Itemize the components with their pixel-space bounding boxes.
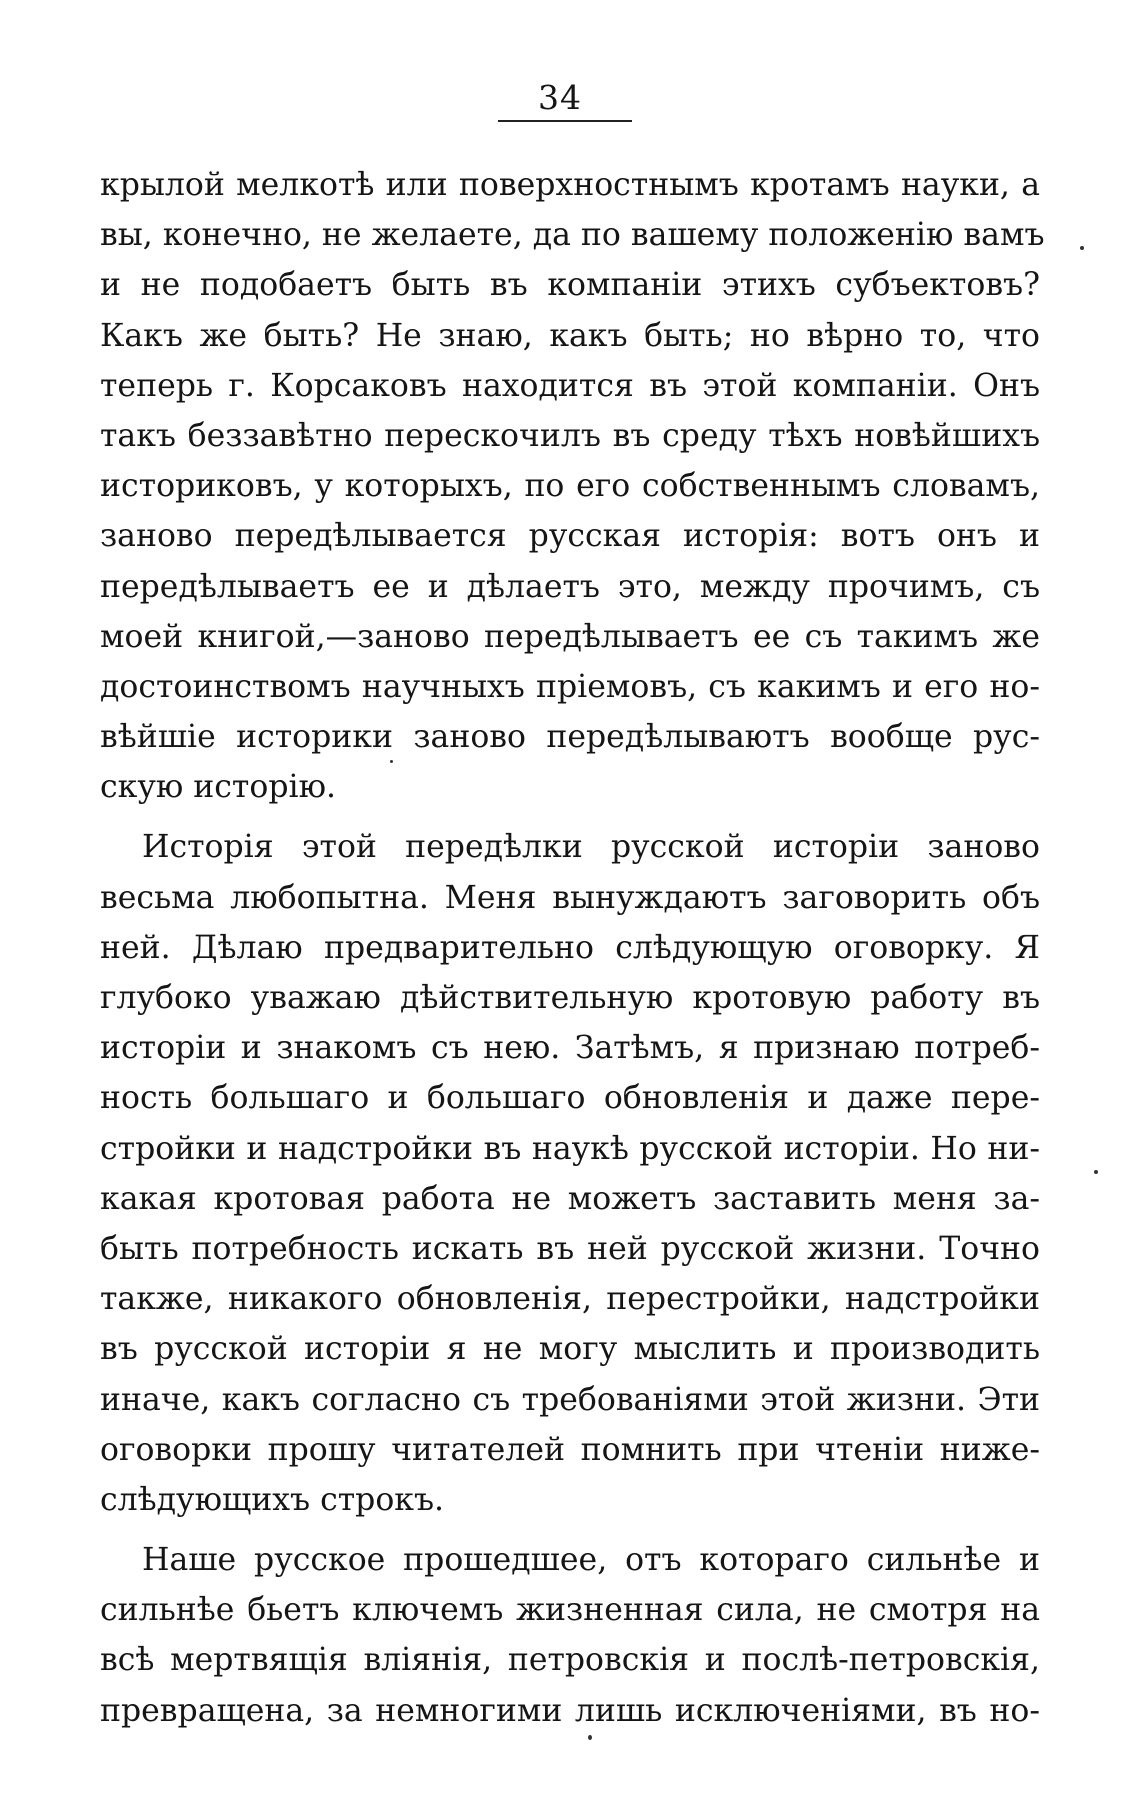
paragraph-1 [100,160,1045,812]
text-line: исторіи и знакомъ съ нею. Затѣмъ, я признаю потреб- [100,1030,1040,1067]
text-line: крылой мелкотѣ или поверхностнымъ кротамъ науки, а [100,167,1040,203]
text-line: передѣлываетъ ее и дѣлаетъ это, между прочимъ, съ [100,568,1040,605]
scan-speck [1094,1170,1098,1174]
text-line: быть потребность искать въ ней русской жизни. Точно [100,1230,1040,1267]
text-line: превращена, за немногими лишь исключеніями, въ но- [100,1692,1040,1729]
paragraph-gap [100,1525,1040,1535]
text-line: Исторія этой передѣлки русской исторіи заново [142,829,1040,866]
paragraph-3 [100,1535,1040,1736]
text-line: достоинствомъ научныхъ пріемовъ, съ какимъ и его но- [100,668,1040,705]
text-line: также, никакого обновленія, перестройки, надстройки [100,1281,1040,1318]
text-line: весьма любопытна. Меня вынуждаютъ заговорить объ [100,879,1040,916]
text-line: иначе, какъ согласно съ требованіями этой жизни. Эти [100,1381,1040,1418]
scan-speck [1080,246,1084,250]
paragraph-gap [100,812,1040,822]
text-line: оговорки прошу читателей помнить при чтеніи ниже- [100,1431,1040,1468]
scan-speck [390,760,393,763]
text-line: ность большаго и большаго обновленія и даже пере- [100,1080,1040,1117]
text-line: скую исторію. [100,769,337,806]
text-line: моей книгой,—заново передѣлываетъ ее съ такимъ же [100,618,1040,655]
text-line: вѣйшіе историки заново передѣлываютъ вообще рус- [100,719,1040,756]
text-line: заново передѣлывается русская исторія: вотъ онъ и [100,518,1040,555]
text-line: въ русской исторіи я не могу мыслить и производить [100,1331,1040,1368]
text-line: всѣ мертвящія вліянія, петровскія и послѣ-петровскія, [100,1642,1040,1679]
text-line: какая кротовая работа не можетъ заставить меня за- [100,1180,1040,1217]
text-line: глубоко уважаю дѣйствительную кротовую работу въ [100,980,1040,1016]
text-line: сильнѣе бьетъ ключемъ жизненная сила, не смотря на [100,1592,1040,1629]
paragraph-2 [100,822,1040,1525]
body-text [100,160,1045,1736]
text-line: историковъ, у которыхъ, по его собственнымъ словамъ, [100,468,1040,505]
text-line: стройки и надстройки въ наукѣ русской исторіи. Но ни- [100,1130,1040,1167]
text-line: Наше русское прошедшее, отъ котораго сильнѣе и [142,1542,1040,1579]
page-number-rule [498,120,632,122]
text-line: такъ беззавѣтно перескочилъ въ среду тѣхъ новѣйшихъ [100,417,1040,454]
text-line: и не подобаетъ быть въ компаніи этихъ субъектовъ? [100,267,1040,304]
text-line: слѣдующихъ строкъ. [100,1481,445,1518]
text-line: теперь г. Корсаковъ находится въ этой компаніи. Онъ [100,367,1040,404]
text-line: вы, конечно, не желаете, да по вашему положенію вамъ [100,217,1045,254]
page-number: 34 [538,78,582,117]
text-line: Какъ же быть? Не знаю, какъ быть; но вѣрно то, что [100,317,1040,354]
text-line: ней. Дѣлаю предварительно слѣдующую оговорку. Я [100,929,1040,966]
scan-speck [588,1735,592,1740]
